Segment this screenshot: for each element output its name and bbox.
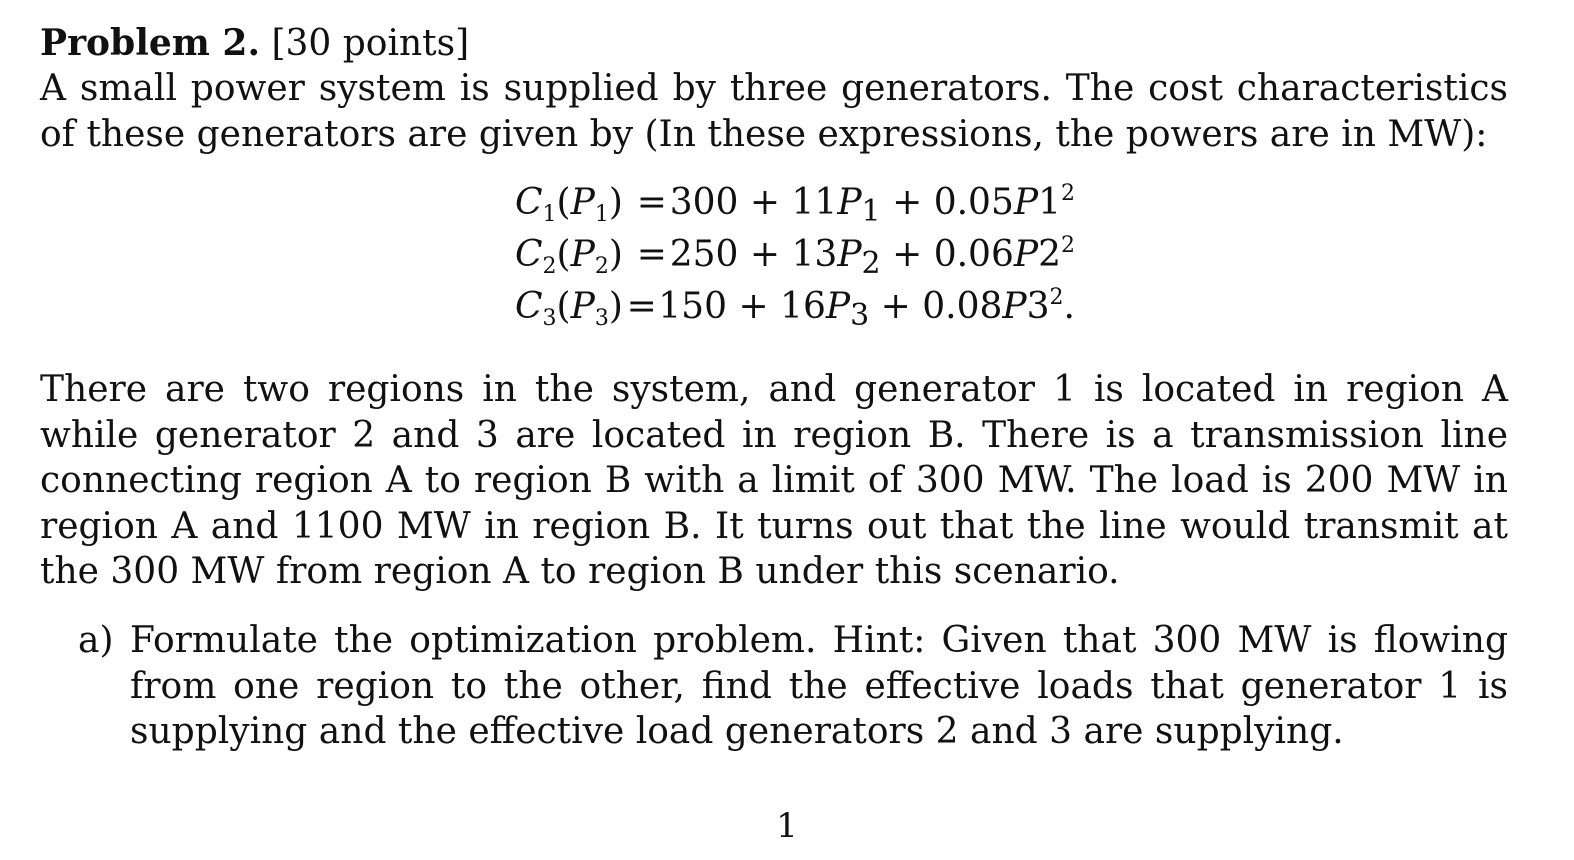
regions-paragraph: There are two regions in the system, and generator 1 is located in region A while generator 2 and 3 are located in region B. There is a transmission line connecting region A to region B with a limit of 300 MW. The load is 200 MW in region A and 1100 MW in region B. It turns out that the line would transmit at the 300 MW from region A to region B under this scenario. (40, 369, 1508, 592)
problem-heading (40, 20, 469, 67)
equals-sign: = (636, 182, 667, 223)
problem-title: Problem 2. (40, 22, 261, 64)
equation-lhs: $C_3(P_3)$ (515, 286, 623, 331)
equals-sign: = (626, 286, 657, 327)
intro-paragraph: A small power system is supplied by three generators. The cost characteristics of these generators are given by (In these expressions, the powers are in MW): (40, 68, 1508, 155)
equation-rhs: $150 + 16P_3 + 0.08P3^2$. (658, 285, 1075, 333)
equation-row-2 (515, 234, 1075, 286)
equation-row-1 (515, 182, 1075, 234)
part-a-text: Formulate the optimization problem. Hint: Given that 300 MW is flowing from one region to the other, find the effective loads that generator 1 is supplying and the effective load generators 2 and 3 are supplying. (130, 620, 1508, 752)
problem-points: [30 points] (271, 23, 470, 64)
equation-rhs: $250 + 13P_2 + 0.06P2^2$ (669, 233, 1075, 281)
equation-lhs: $C_1(P_1)$ (515, 182, 623, 227)
equals-sign: = (636, 234, 667, 275)
equation-rhs: $300 + 11P_1 + 0.05P1^2$ (669, 181, 1075, 229)
cost-equations (515, 182, 1075, 338)
equation-row-3 (515, 286, 1075, 338)
equation-lhs: $C_2(P_2)$ (515, 234, 623, 279)
page-number: 1 (776, 806, 798, 846)
part-a-label: a) (78, 620, 114, 661)
